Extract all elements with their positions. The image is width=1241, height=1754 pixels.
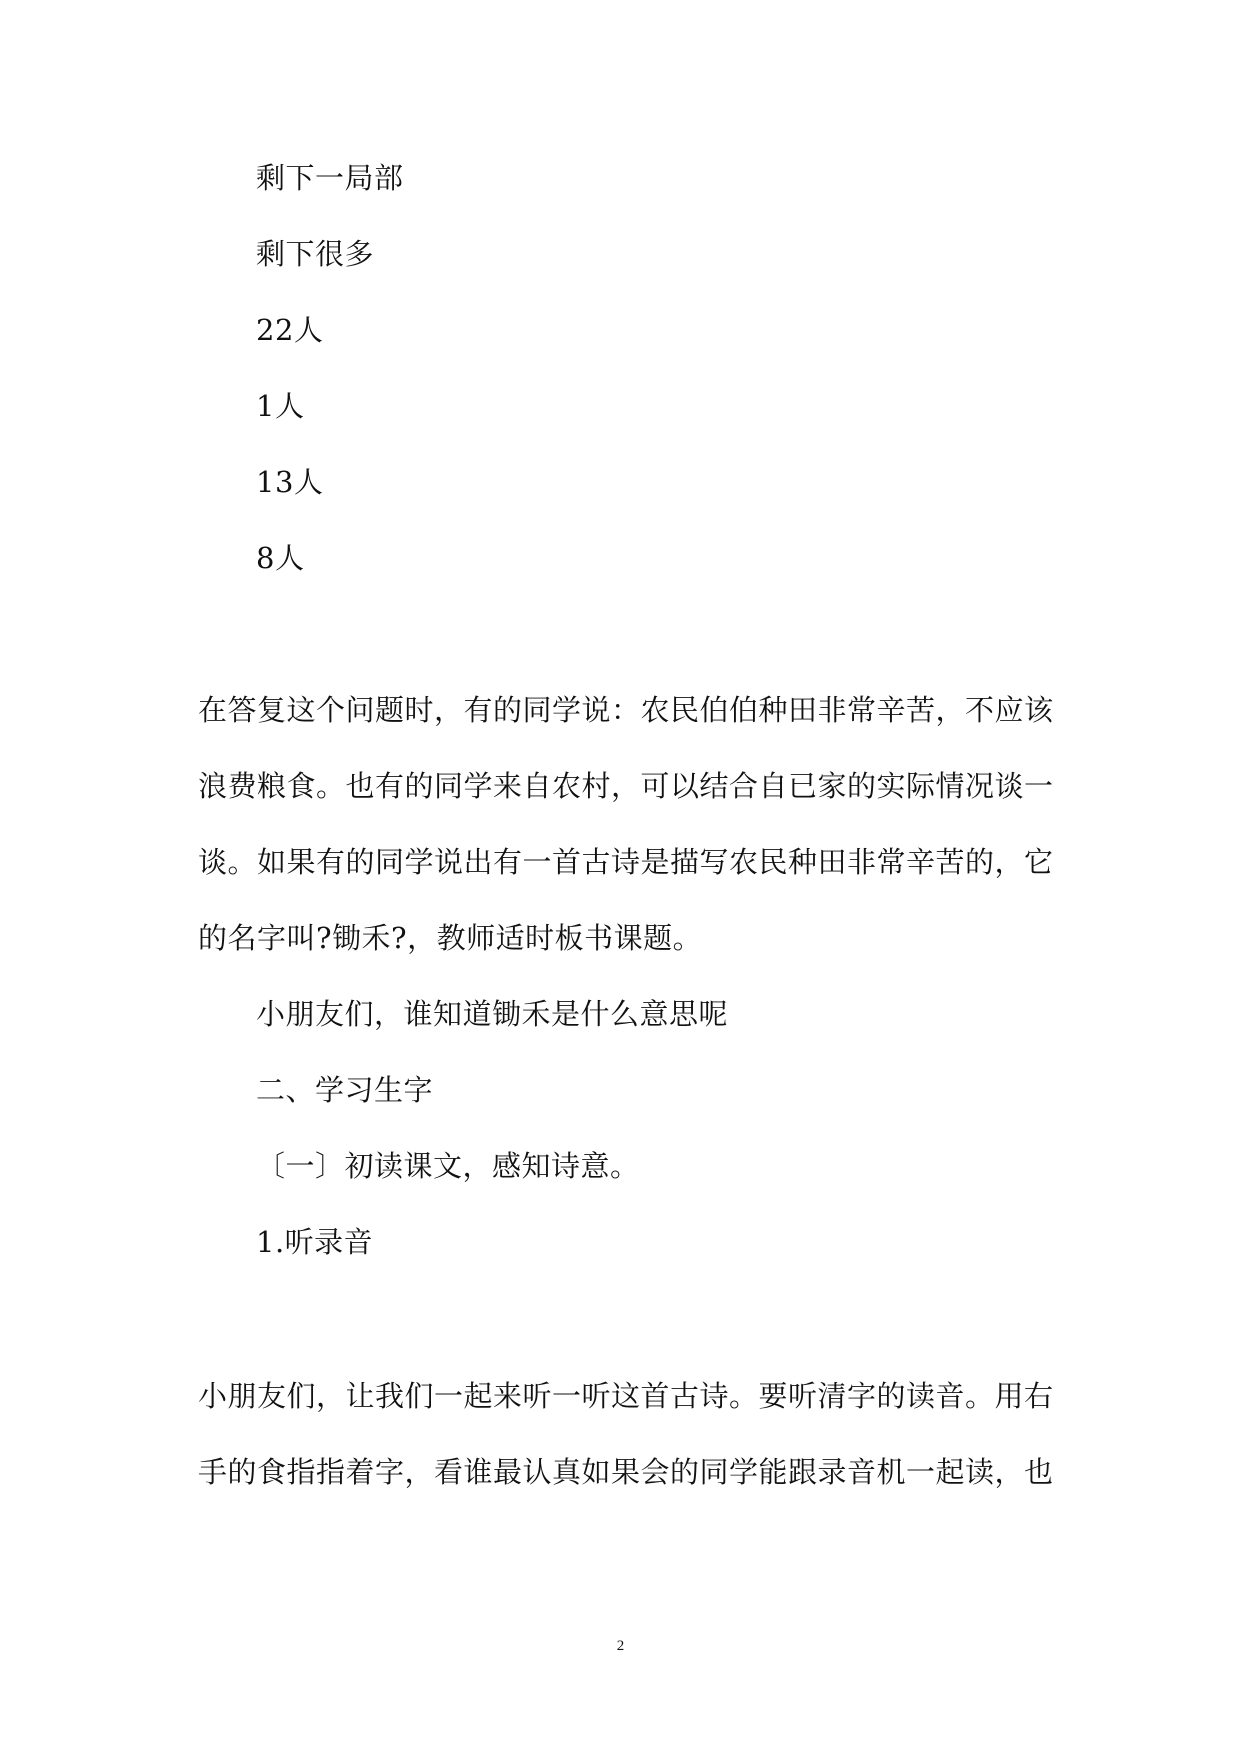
paragraph-line: 小朋友们，让我们一起来听一听这首古诗。要听清字的读音。用右	[198, 1379, 1054, 1413]
subsection-heading: 〔一〕初读课文，感知诗意。	[256, 1149, 640, 1183]
paragraph-line: 的名字叫?锄禾?，教师适时板书课题。	[198, 921, 703, 955]
list-line: 22人	[256, 313, 324, 347]
paragraph-line: 谈。如果有的同学说出有一首古诗是描写农民种田非常辛苦的，它	[198, 845, 1054, 879]
list-line: 剩下很多	[256, 237, 375, 271]
section-heading: 二、学习生字	[256, 1073, 434, 1107]
step-heading: 1.听录音	[256, 1225, 374, 1259]
page-number: 2	[616, 1638, 625, 1654]
paragraph-line: 在答复这个问题时，有的同学说：农民伯伯种田非常辛苦，不应该	[198, 693, 1054, 727]
list-line: 1人	[256, 389, 305, 423]
paragraph-line: 手的食指指着字，看谁最认真如果会的同学能跟录音机一起读，也	[198, 1455, 1054, 1489]
list-line: 8人	[256, 541, 305, 575]
list-line: 剩下一局部	[256, 161, 404, 195]
list-line: 13人	[256, 465, 324, 499]
paragraph-line: 浪费粮食。也有的同学来自农村，可以结合自已家的实际情况谈一	[198, 769, 1054, 803]
question-line: 小朋友们，谁知道锄禾是什么意思呢	[256, 997, 729, 1031]
